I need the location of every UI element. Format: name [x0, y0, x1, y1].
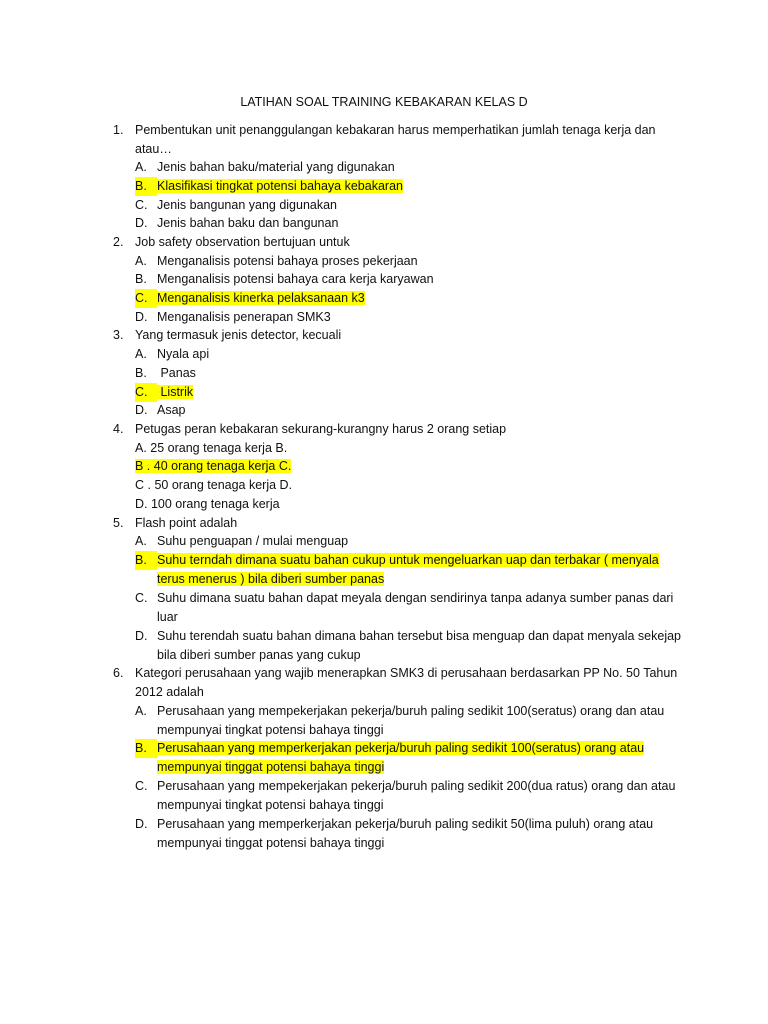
option-text: Panas	[157, 366, 196, 380]
option-3d	[135, 401, 683, 420]
option-text: Jenis bahan baku dan bangunan	[157, 216, 339, 230]
option-letter: D.	[135, 216, 148, 230]
option-letter: C.	[135, 289, 157, 308]
option-1d	[135, 214, 683, 233]
option-letter: C.	[135, 198, 148, 212]
option-1c	[135, 196, 683, 215]
option-2a	[135, 252, 683, 271]
option-letter: B.	[135, 366, 147, 380]
question-stem: Pembentukan unit penanggulangan kebakaran harus memperhatikan jumlah tenaga kerja dan atau…	[135, 123, 656, 156]
question-number: 2.	[113, 235, 124, 249]
option-letter: B.	[135, 739, 157, 758]
question-stem: Flash point adalah	[135, 516, 238, 530]
option-letter: A.	[135, 441, 147, 455]
question-3	[113, 326, 683, 345]
question-number: 6.	[113, 666, 124, 680]
option-2c-answer	[135, 289, 683, 308]
option-letter: B.	[135, 272, 147, 286]
option-5c	[135, 589, 683, 626]
option-text: Suhu penguapan / mulai menguap	[157, 534, 349, 548]
option-text: Menganalisis potensi bahaya cara kerja karyawan	[157, 272, 434, 286]
question-6	[113, 664, 683, 701]
option-2d	[135, 308, 683, 327]
question-stem: Petugas peran kebakaran sekurang-kurangny harus 2 orang setiap	[135, 422, 507, 436]
option-letter: A.	[135, 704, 147, 718]
option-letter: A.	[135, 534, 147, 548]
option-text: Suhu terndah dimana suatu bahan cukup untuk mengeluarkan uap dan terbakar ( menyala terus menerus ) bila diberi sumber panas	[157, 553, 659, 586]
option-letter: A.	[135, 347, 147, 361]
option-text: Perusahaan yang memperkerjakan pekerja/buruh paling sedikit 100(seratus) orang atau mempunyai tinggat potensi bahaya tinggi	[157, 741, 645, 774]
option-letter: B .	[135, 459, 151, 473]
question-5	[113, 514, 683, 533]
option-text: Menganalisis potensi bahaya proses pekerjaan	[157, 254, 418, 268]
question-stem: Kategori perusahaan yang wajib menerapkan SMK3 di perusahaan berdasarkan PP No. 50 Tahun 2012 adalah	[135, 666, 678, 699]
question-4	[113, 420, 683, 439]
question-stem: Job safety observation bertujuan untuk	[135, 235, 350, 249]
option-text: 50 orang tenaga kerja D.	[150, 478, 293, 492]
option-letter: C.	[135, 591, 148, 605]
option-text: 100 orang tenaga kerja	[147, 497, 280, 511]
option-2b	[135, 270, 683, 289]
option-1a	[135, 158, 683, 177]
option-text: Suhu dimana suatu bahan dapat meyala dengan sendirinya tanpa adanya sumber panas dari luar	[157, 591, 674, 624]
option-letter: D.	[135, 629, 148, 643]
option-text: 40 orang tenaga kerja C.	[150, 459, 292, 473]
option-5b-answer	[135, 551, 683, 588]
option-1b-answer	[135, 177, 683, 196]
option-3a	[135, 345, 683, 364]
option-6a	[135, 702, 683, 739]
question-number: 5.	[113, 516, 124, 530]
option-letter: A.	[135, 254, 147, 268]
option-text: Menganalisis kinerka pelaksanaan k3	[157, 291, 365, 305]
option-text: Jenis bahan baku/material yang digunakan	[157, 160, 395, 174]
option-letter: C.	[135, 383, 157, 402]
option-text: 25 orang tenaga kerja B.	[146, 441, 288, 455]
question-1	[113, 121, 683, 158]
option-letter: D.	[135, 310, 148, 324]
option-letter: D.	[135, 817, 148, 831]
document-title: LATIHAN SOAL TRAINING KEBAKARAN KELAS D	[240, 95, 528, 109]
question-2	[113, 233, 683, 252]
option-text: Nyala api	[157, 347, 210, 361]
option-letter: B.	[135, 551, 157, 570]
option-letter: A.	[135, 160, 147, 174]
option-text: Listrik	[157, 385, 194, 399]
option-text: Perusahaan yang memperkerjakan pekerja/buruh paling sedikit 50(lima puluh) orang atau mempunyai tinggat potensi bahaya tinggi	[157, 817, 654, 850]
option-4c	[135, 476, 683, 495]
option-6c	[135, 777, 683, 814]
question-stem: Yang termasuk jenis detector, kecuali	[135, 328, 342, 342]
option-text: Suhu terendah suatu bahan dimana bahan tersebut bisa menguap dan dapat menyala sekejap bila diberi sumber panas yang cukup	[157, 629, 681, 662]
option-letter: C .	[135, 478, 151, 492]
option-text: Asap	[157, 403, 186, 417]
option-text: Perusahaan yang mempekerjakan pekerja/buruh paling sedikit 200(dua ratus) orang dan atau mempunyai tingkat potensi bahaya tinggi	[157, 779, 676, 812]
option-3b	[135, 364, 683, 383]
option-text: Klasifikasi tingkat potensi bahaya kebakaran	[157, 179, 403, 193]
option-letter: D.	[135, 403, 148, 417]
option-5a	[135, 532, 683, 551]
question-number: 4.	[113, 422, 124, 436]
option-text: Perusahaan yang mempekerjakan pekerja/buruh paling sedikit 100(seratus) orang dan atau mempunyai tingkat potensi bahaya tinggi	[157, 704, 665, 737]
option-6b-answer	[135, 739, 683, 776]
option-text: Menganalisis penerapan SMK3	[157, 310, 331, 324]
option-4a	[135, 439, 683, 458]
option-5d	[135, 627, 683, 664]
option-letter: B.	[135, 177, 157, 196]
option-4d	[135, 495, 683, 514]
option-text: Jenis bangunan yang digunakan	[157, 198, 338, 212]
option-6d	[135, 815, 683, 852]
option-letter: C.	[135, 779, 148, 793]
option-4b-answer	[135, 457, 683, 476]
option-letter: D.	[135, 497, 148, 511]
option-3c-answer	[135, 383, 683, 402]
question-number: 1.	[113, 123, 124, 137]
question-number: 3.	[113, 328, 124, 342]
